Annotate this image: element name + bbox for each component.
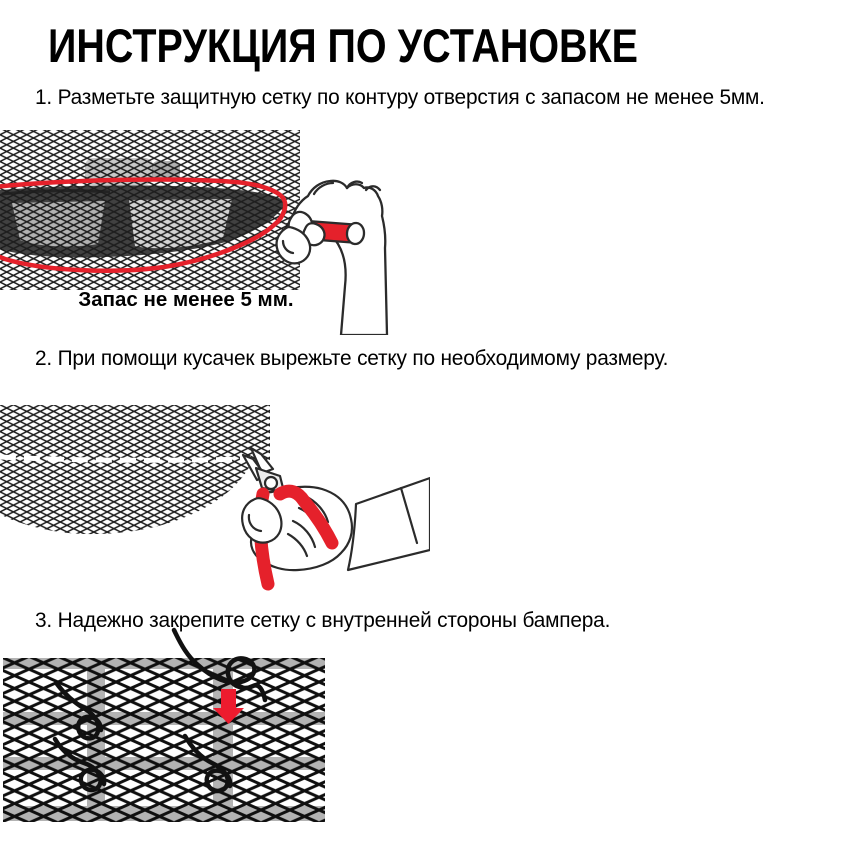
page-title — [48, 19, 750, 72]
hand-with-cutters-icon — [242, 448, 430, 584]
step-2-illustration — [0, 398, 430, 603]
forearm — [348, 478, 430, 570]
page-title-text: ИНСТРУКЦИЯ ПО УСТАНОВКЕ — [48, 19, 639, 72]
mesh-texture — [3, 658, 325, 822]
margin-note: Запас не менее 5 мм. — [78, 288, 294, 311]
step-3-text: 3. Надежно закрепите сетку с внутренней стороны бампера. — [35, 608, 611, 632]
marker-cap — [346, 222, 365, 244]
step-1-text: 1. Разметьте защитную сетку по контуру отверстия с запасом не менее 5мм. — [35, 85, 765, 109]
mesh-piece — [0, 405, 270, 534]
step-3-illustration — [0, 618, 340, 832]
cutter-pivot — [265, 477, 277, 489]
step-2-text: 2. При помощи кусачек вырежьте сетку по необходимому размеру. — [35, 346, 669, 370]
